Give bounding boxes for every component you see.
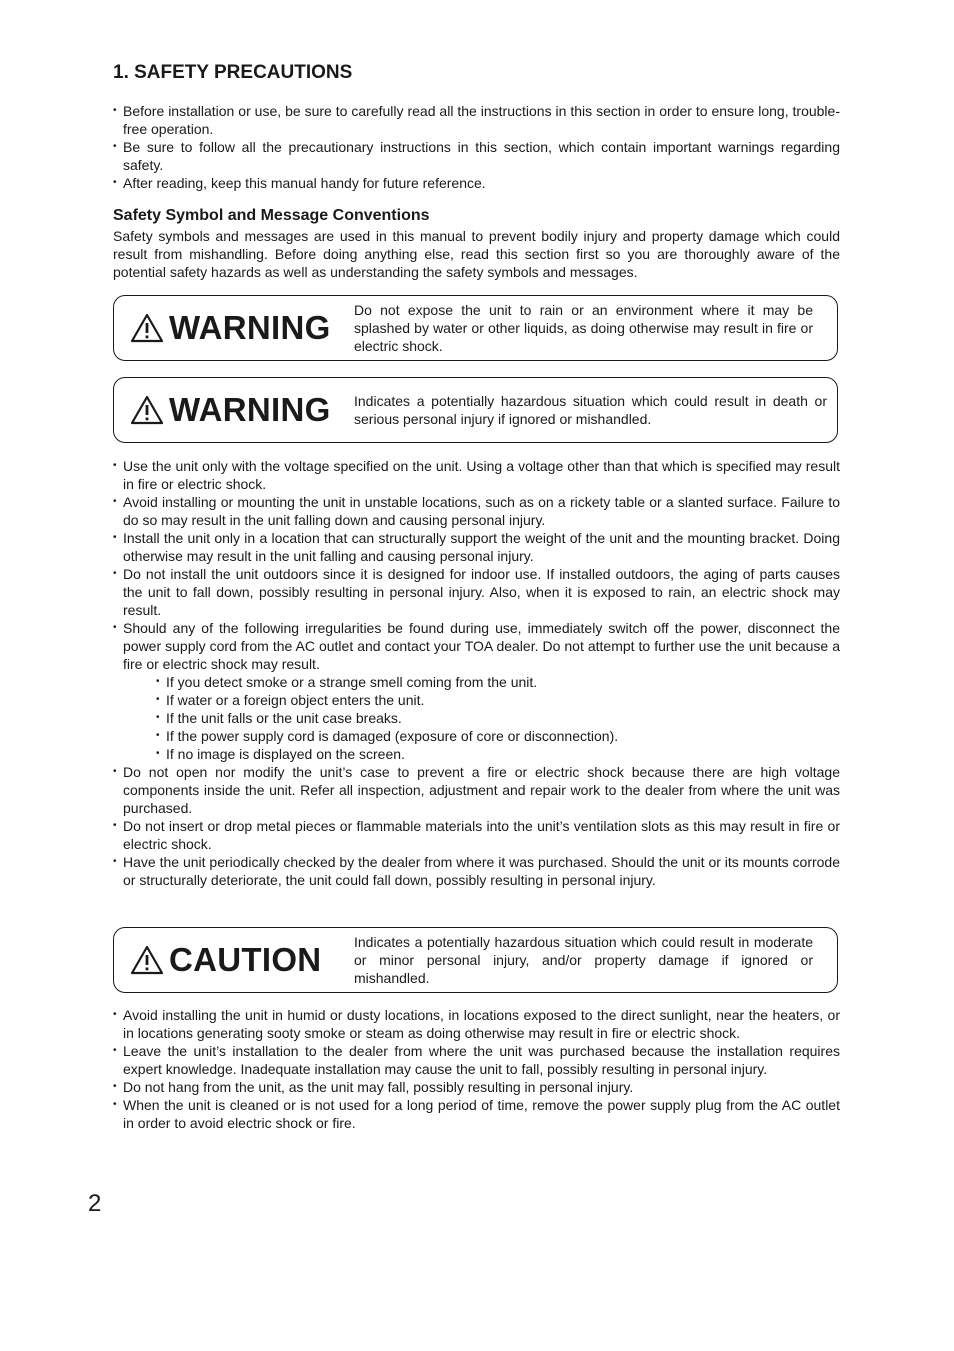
warning-triangle-icon [130, 395, 164, 425]
caution-box-text: Indicates a potentially hazardous situation which could result in moderate or minor personal injury, and/or property damage if ignored or mishandled. [354, 934, 813, 986]
caution-bullet: • When the unit is cleaned or is not used for a long period of time, remove the power supply plug from the AC outlet in order to avoid electric shock or fire. [113, 1096, 840, 1132]
warning-box [113, 295, 838, 361]
caution-bullet: • Avoid installing the unit in humid or dusty locations, in locations exposed to the direct sunlight, near the heaters, or in locations generating sooty smoke or steam as doing otherwise may result in fire or electric shock. [113, 1006, 840, 1042]
caution-label-text: CAUTION [169, 941, 322, 978]
warning-bullet: • Do not open nor modify the unit’s case to prevent a fire or electric shock because there are high voltage components inside the unit. Refer all inspection, adjustment and repair work to the dealer from where the unit was purchased. [113, 763, 840, 817]
caution-bullet: • Do not hang from the unit, as the unit may fall, possibly resulting in personal injury. [113, 1078, 840, 1096]
intro-bullet-list [113, 102, 840, 192]
warning-bullet: • Install the unit only in a location that can structurally support the weight of the unit and the mounting bracket. Doing otherwise may result in the unit falling and causing personal injury. [113, 529, 840, 565]
irregularity-item: • If water or a foreign object enters the unit. [156, 691, 840, 709]
warning-bullet: • Have the unit periodically checked by the dealer from where it was purchased. Should the unit or its mounts corrode or structurally deteriorate, the unit could fall down, possibly resulting in personal injury. [113, 853, 840, 889]
warning-box-text: Indicates a potentially hazardous situation which could result in death or serious personal injury if ignored or mishandled. [354, 393, 827, 427]
page-number: 2 [88, 1190, 102, 1217]
warning-label-text: WARNING [169, 391, 331, 428]
warning-label [130, 309, 331, 347]
irregularity-item: • If the unit falls or the unit case breaks. [156, 709, 840, 727]
warning-triangle-icon [130, 945, 164, 975]
intro-bullet: • Be sure to follow all the precautionary instructions in this section, which contain important warnings regarding safety. [113, 138, 840, 174]
section-title: 1. SAFETY PRECAUTIONS [113, 62, 353, 83]
caution-box [113, 927, 838, 993]
conventions-text: Safety symbols and messages are used in this manual to prevent bodily injury and property damage which could result from mishandling. Before doing anything else, read this section first so you are thoroughly aware of the potential safety hazards as well as understanding the safety symbols and messages. [113, 228, 840, 280]
warning-box [113, 377, 838, 443]
warning-bullet: • Use the unit only with the voltage specified on the unit. Using a voltage other than that which is specified may result in fire or electric shock. [113, 457, 840, 493]
irregularity-item: • If the power supply cord is damaged (exposure of core or disconnection). [156, 727, 840, 745]
warning-bullet: • Do not insert or drop metal pieces or flammable materials into the unit’s ventilation slots as this may result in fire or electric shock. [113, 817, 840, 853]
warning-bullet: • Avoid installing or mounting the unit in unstable locations, such as on a rickety table or a slanted surface. Failure to do so may result in the unit falling down and causing personal injury. [113, 493, 840, 529]
warning-bullet: • Should any of the following irregularities be found during use, immediately switch off the power, disconnect the power supply cord from the AC outlet and contact your TOA dealer. Do not attempt to further use the unit because a fire or electric shock may result. [113, 619, 840, 673]
irregularity-item: • If no image is displayed on the screen. [156, 745, 840, 763]
intro-bullet: • Before installation or use, be sure to carefully read all the instructions in this section in order to ensure long, trouble-free operation. [113, 102, 840, 138]
warning-label [130, 391, 331, 429]
conventions-heading: Safety Symbol and Message Conventions [113, 207, 430, 224]
irregularity-item: • If you detect smoke or a strange smell coming from the unit. [156, 673, 840, 691]
warning-bullet-list [113, 457, 840, 889]
warning-bullet: • Do not install the unit outdoors since it is designed for indoor use. If installed outdoors, the aging of parts causes the unit to fall down, possibly resulting in personal injury. Also, when it is exposed to rain, an electric shock may result. [113, 565, 840, 619]
caution-bullet-list [113, 1006, 840, 1132]
irregularities-list [113, 673, 840, 763]
warning-box-text: Do not expose the unit to rain or an environment where it may be splashed by water or other liquids, as doing otherwise may result in fire or electric shock. [354, 302, 813, 354]
caution-label [130, 941, 321, 979]
warning-label-text: WARNING [169, 309, 331, 346]
intro-bullet: • After reading, keep this manual handy for future reference. [113, 174, 840, 192]
warning-triangle-icon [130, 313, 164, 343]
caution-bullet: • Leave the unit’s installation to the dealer from where the unit was purchased because the installation requires expert knowledge. Inadequate installation may cause the unit to fall, possibly resulting in personal injury. [113, 1042, 840, 1078]
